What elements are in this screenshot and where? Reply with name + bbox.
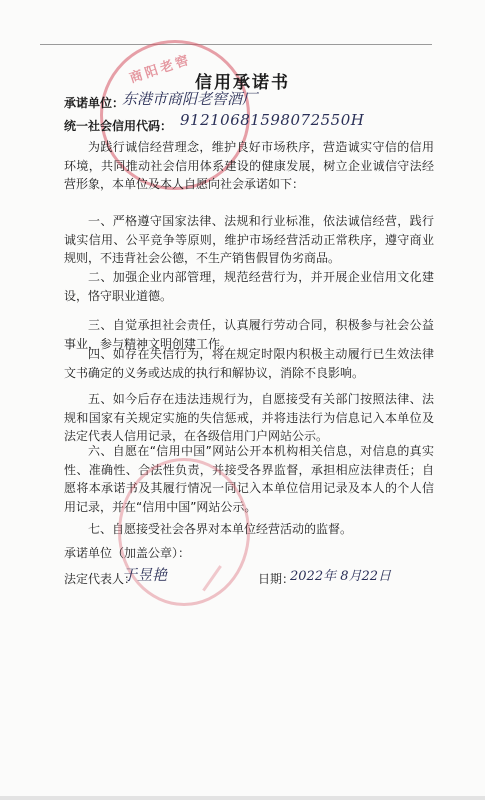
- unit-value-handwritten: 东港市商阳老窖酒厂: [122, 90, 258, 108]
- commitment-3: 三、自觉承担社会责任，认真履行劳动合同，积极参与社会公益事业，参与精神文明创建工作。: [64, 318, 434, 351]
- seal-text: 商阳老窖: [127, 52, 194, 87]
- intro-paragraph: 为践行诚信经营理念，维护良好市场秩序，营造诚实守信的信用环境，共同推动社会信用体系建设的健康发展，树立企业诚信守法经营形象，本单位及本人自愿向社会承诺如下：: [64, 140, 434, 191]
- commitment-4: 四、如存在失信行为，将在规定时限内积极主动履行已生效法律文书确定的义务或达成的执行和解协议，消除不良影响。: [64, 347, 434, 380]
- legal-rep-signature: 于昱艳: [122, 566, 168, 584]
- date-value-handwritten: 2022年 8月22日: [290, 569, 392, 584]
- bottom-edge: [0, 796, 485, 800]
- commitment-5: 五、如今后存在违法违规行为，自愿接受有关部门按照法律、法规和国家有关规定实施的失信惩戒，并将违法行为信息记入本单位及法定代表人信用记录，在各级信用门户网站公示。: [64, 392, 434, 443]
- top-divider: [40, 44, 432, 45]
- credit-code-value-handwritten: 91210681598072550H: [180, 111, 365, 129]
- legal-rep-label: 法定代表人：: [64, 572, 137, 586]
- commitment-2: 二、加强企业内部管理，规范经营行为，并开展企业信用文化建设，恪守职业道德。: [64, 270, 434, 303]
- date-label: 日期：: [258, 572, 295, 586]
- commitment-7: 七、自愿接受社会各界对本单位经营活动的监督。: [88, 522, 353, 536]
- credit-code-label: 统一社会信用代码：: [64, 119, 173, 133]
- document-title: 信用承诺书: [195, 73, 290, 93]
- commitment-6: 六、自愿在“信用中国”网站公开本机构相关信息，对信息的真实性、准确性、合法性负责，并接受各界监督，承担相应法律责任；自愿将本承诺书及其履行情况一同记入本单位信用记录及本人的个人信用记录，并在“信用中国”网站公示。: [64, 444, 434, 514]
- seal-label: 承诺单位（加盖公章）：: [64, 546, 191, 560]
- unit-label: 承诺单位：: [64, 96, 125, 110]
- commitment-1: 一、严格遵守国家法律、法规和行业标准，依法诚信经营，践行诚实信用、公平竞争等原则，维护市场经营活动正常秩序，遵守商业规则，不违背社会公德，不生产销售假冒伪劣商品。: [64, 214, 434, 265]
